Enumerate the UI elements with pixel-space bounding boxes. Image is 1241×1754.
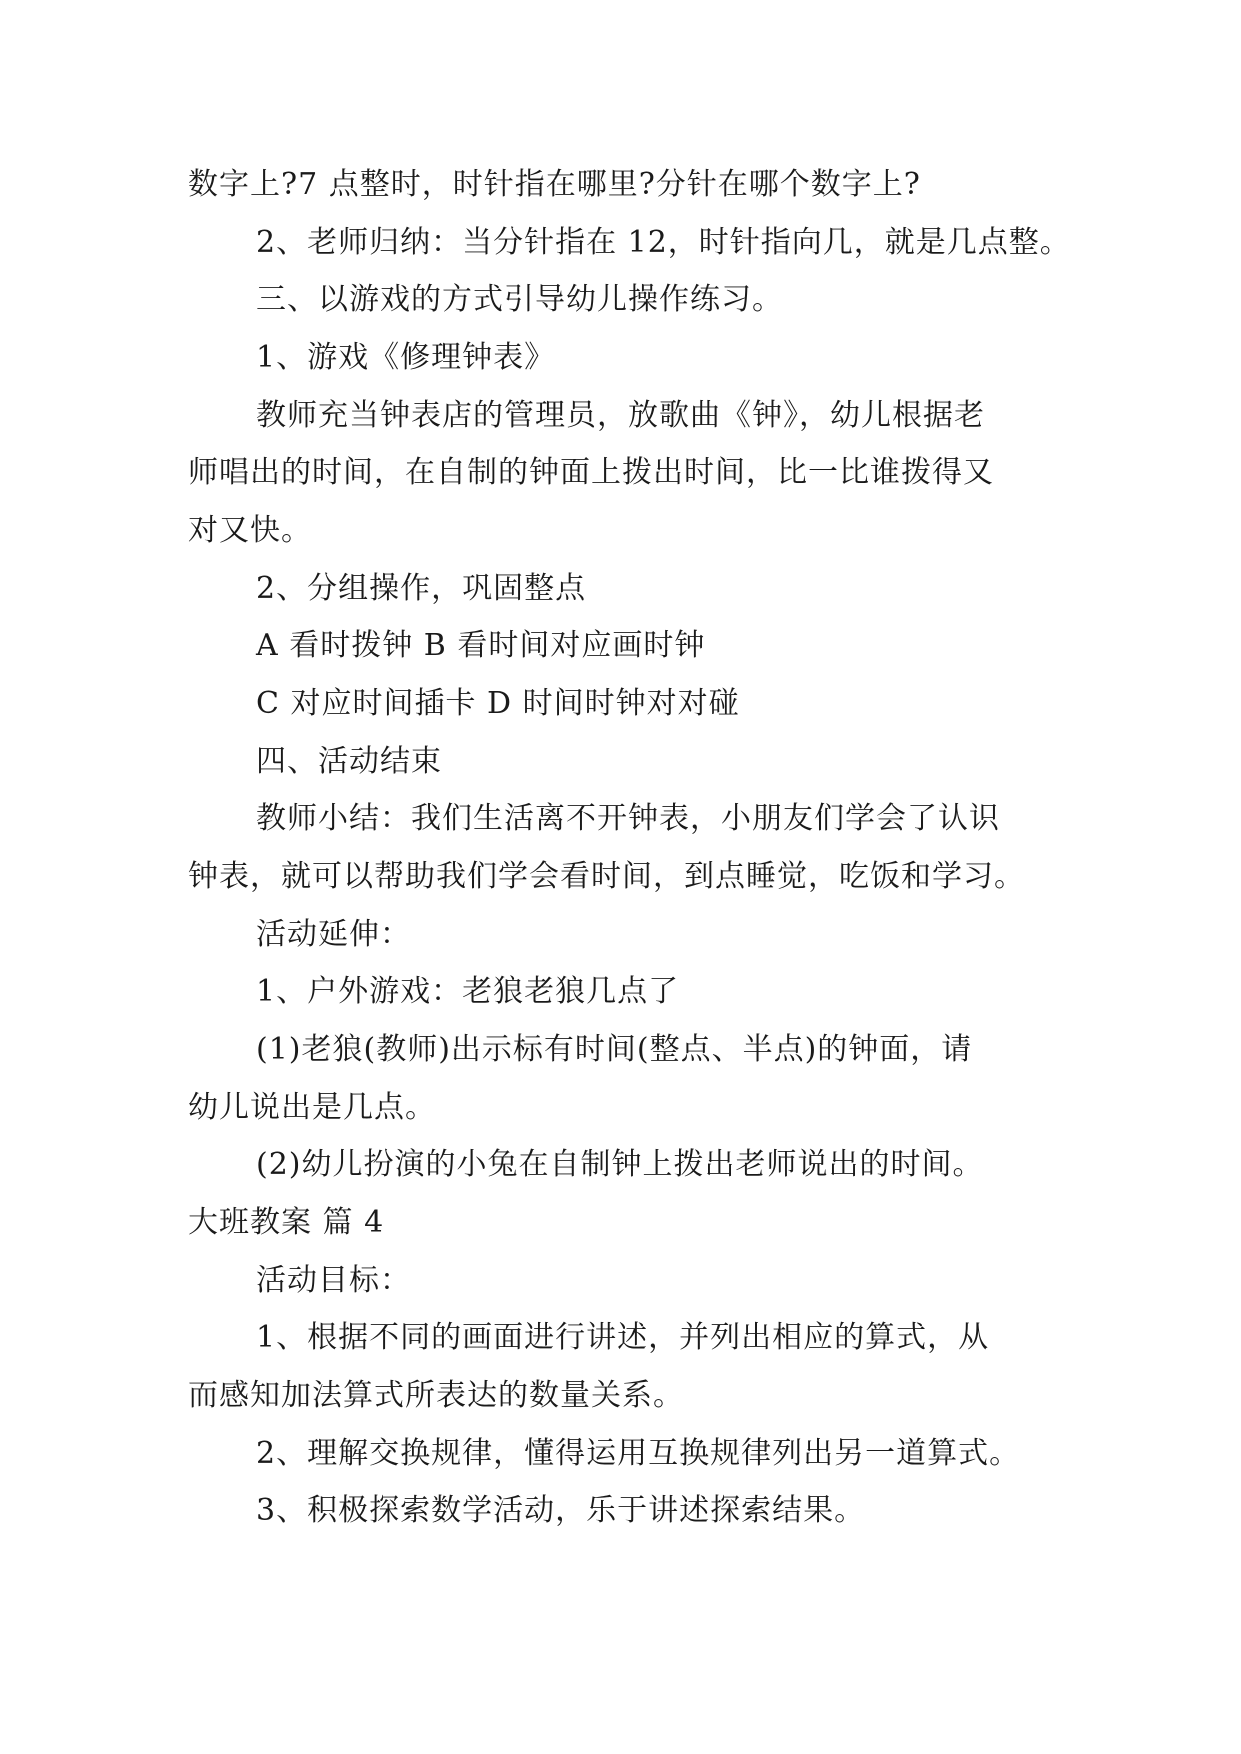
text-line: C 对应时间插卡 D 时间时钟对对碰 — [256, 686, 740, 721]
section-heading: 三、以游戏的方式引导幼儿操作练习。 — [256, 282, 783, 317]
text-line: (1)老狼(教师)出示标有时间(整点、半点)的钟面，请 — [256, 1032, 973, 1067]
text-line: 活动延伸： — [256, 917, 411, 952]
text-line: 对又快。 — [188, 513, 312, 548]
text-line: 3、积极探索数学活动，乐于讲述探索结果。 — [256, 1493, 866, 1528]
text-line: 而感知加法算式所表达的数量关系。 — [188, 1378, 684, 1413]
text-line: 2、理解交换规律，懂得运用互换规律列出另一道算式。 — [256, 1436, 1021, 1471]
text-line: A 看时拨钟 B 看时间对应画时钟 — [256, 628, 706, 663]
text-line: 钟表，就可以帮助我们学会看时间，到点睡觉，吃饭和学习。 — [188, 859, 1025, 894]
text-line: 教师充当钟表店的管理员，放歌曲《钟》，幼儿根据老 — [256, 398, 985, 433]
text-line: (2)幼儿扮演的小兔在自制钟上拨出老师说出的时间。 — [256, 1147, 984, 1182]
text-line: 幼儿说出是几点。 — [188, 1090, 436, 1125]
chapter-title: 大班教案 篇 4 — [188, 1205, 385, 1240]
text-line: 数字上?7 点整时，时针指在哪里?分针在哪个数字上? — [188, 167, 921, 202]
text-line: 1、户外游戏：老狼老狼几点了 — [256, 974, 680, 1009]
text-line: 1、游戏《修理钟表》 — [256, 340, 556, 375]
text-line: 2、分组操作，巩固整点 — [256, 571, 587, 606]
text-line: 教师小结：我们生活离不开钟表，小朋友们学会了认识 — [256, 801, 1000, 836]
text-line: 1、根据不同的画面进行讲述，并列出相应的算式，从 — [256, 1320, 990, 1355]
text-line: 活动目标： — [256, 1263, 411, 1298]
text-line: 师唱出的时间，在自制的钟面上拨出时间，比一比谁拨得又 — [188, 455, 994, 490]
text-line: 2、老师归纳：当分针指在 12，时针指向几，就是几点整。 — [256, 225, 1071, 260]
section-heading: 四、活动结束 — [256, 744, 442, 779]
